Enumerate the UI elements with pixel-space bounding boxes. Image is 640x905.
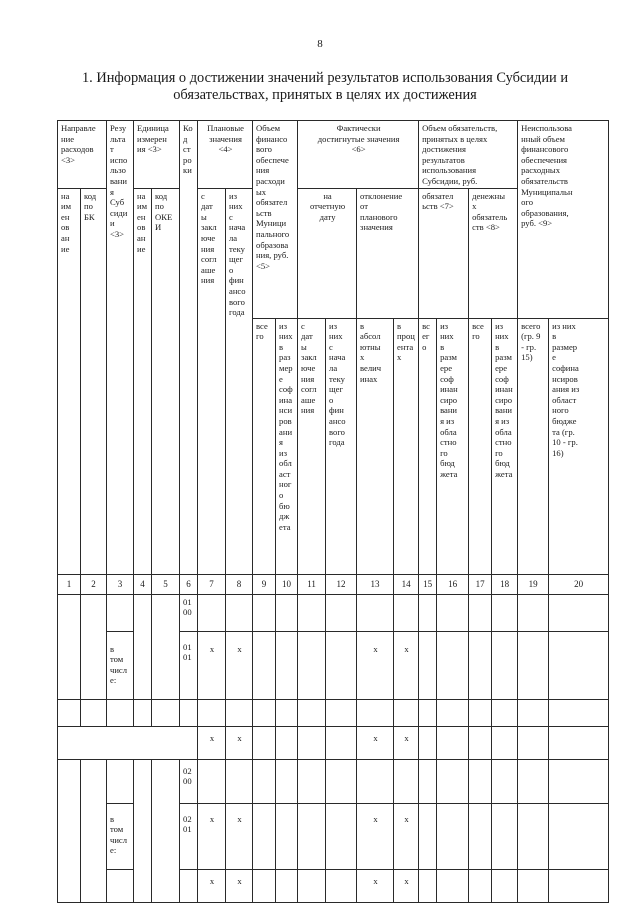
col-num: 11	[298, 574, 326, 594]
row-code-0100: 01 00	[180, 594, 198, 631]
incl-label: в том числ е:	[107, 803, 134, 869]
page-title	[60, 70, 590, 104]
col-num: 17	[469, 574, 492, 594]
table-row	[58, 699, 609, 726]
x-mark: x	[198, 726, 226, 759]
header-obligations: обязател ьств <7>	[419, 188, 469, 318]
col-num: 8	[226, 574, 253, 594]
header-direction: Направле ние расходов <3>	[58, 121, 107, 189]
x-mark: x	[357, 631, 394, 699]
header-unit-code: код по ОКЕ И	[152, 188, 180, 574]
column-number-row	[58, 574, 609, 594]
header-unit-name: на им ен ов ан ие	[134, 188, 152, 574]
header-finance-total: все го	[253, 318, 276, 574]
title-line-1: 1. Информация о достижении значений результатов использования Субсидии и	[81, 70, 569, 86]
col-num: 13	[357, 574, 394, 594]
report-table	[57, 120, 609, 903]
col-num: 14	[394, 574, 419, 594]
header-unused-region: из них в размер е софина нсиров ания из област ного бюдже та (гр. 10 - гр. 16)	[549, 318, 609, 574]
x-mark: x	[226, 869, 253, 902]
header-money-total: все го	[469, 318, 492, 574]
col-num: 9	[253, 574, 276, 594]
header-row-code: Ко д ст ро ки	[180, 121, 198, 575]
header-planned-from-agreement: с дат ы закл юче ния согл аше ния	[198, 188, 226, 574]
col-num: 5	[152, 574, 180, 594]
header-deviation-pct: в проц ента х	[394, 318, 419, 574]
header-unused-total: всего (гр. 9 - гр. 15)	[518, 318, 549, 574]
incl-label: в том числ е:	[107, 631, 134, 699]
row-code-0101: 01 01	[180, 631, 198, 699]
x-mark: x	[198, 631, 226, 699]
header-finance-volume: Объем финансо вого обеспече ния расходи ых обязател ьств Муници пального образова ния, руб. <5>	[253, 121, 298, 319]
col-num: 12	[326, 574, 357, 594]
col-num: 20	[549, 574, 609, 594]
header-actual-from-agreement: с дат ы закл юче ния согл аше ния	[298, 318, 326, 574]
header-money-region: из них в разм ере соф инан сиро вани я из обла стно го бюд жета	[492, 318, 518, 574]
x-mark: x	[357, 726, 394, 759]
x-mark: x	[226, 726, 253, 759]
header-obligations-volume: Объем обязательств, принятых в целях достижения результатов использования Субсидии, руб.	[419, 121, 518, 189]
page-number: 8	[317, 38, 323, 50]
col-num: 15	[419, 574, 437, 594]
x-mark: x	[226, 631, 253, 699]
header-deviation-abs: в абсол ютны х велич инах	[357, 318, 394, 574]
col-num: 4	[134, 574, 152, 594]
col-num: 3	[107, 574, 134, 594]
row-code-0201: 02 01	[180, 803, 198, 869]
x-mark: x	[198, 803, 226, 869]
header-unused: Неиспользова нный объем финансового обеспечения расходных обязательств Муниципальн ого образования, руб. <9>	[518, 121, 609, 319]
header-actual-on-date: на отчетную дату	[298, 188, 357, 318]
header-money-obligations: денежны х обязатель ств <8>	[469, 188, 518, 318]
x-mark: x	[357, 869, 394, 902]
table-row	[58, 594, 609, 631]
header-obl-region: из них в разм ере соф инан сиро вани я из обла стно го бюд жета	[437, 318, 469, 574]
x-mark: x	[394, 726, 419, 759]
col-num: 2	[81, 574, 107, 594]
header-planned: Плановые значения <4>	[198, 121, 253, 189]
header-deviation: отклонение от планового значения	[357, 188, 419, 318]
x-mark: x	[198, 869, 226, 902]
x-mark: x	[357, 803, 394, 869]
header-actual: Фактически достигнутые значения <6>	[298, 121, 419, 189]
table-row	[58, 759, 609, 803]
header-direction-name: на им ен ов ан ие	[58, 188, 81, 574]
x-mark: x	[394, 869, 419, 902]
title-line-2: обязательствах, принятых в целях их достижения	[173, 87, 477, 103]
x-mark: x	[226, 803, 253, 869]
col-num: 7	[198, 574, 226, 594]
col-num: 19	[518, 574, 549, 594]
col-num: 16	[437, 574, 469, 594]
header-result: Резу льта т испо льзо вани я Суб сиди и <3>	[107, 121, 134, 575]
col-num: 18	[492, 574, 518, 594]
table-row	[58, 726, 609, 759]
header-obl-total: вс ег о	[419, 318, 437, 574]
header-finance-region: из них в раз мер е соф ина нси ров ани я из обл аст ног о бю дж ета	[276, 318, 298, 574]
x-mark: x	[394, 631, 419, 699]
header-code-bk: код по БК	[81, 188, 107, 574]
row-code-0200: 02 00	[180, 759, 198, 803]
col-num: 10	[276, 574, 298, 594]
header-planned-from-year: из них с нача ла теку щег о фин ансо вого года	[226, 188, 253, 574]
col-num: 1	[58, 574, 81, 594]
header-actual-from-year: из них с нача ла теку щег о фин ансо вого года	[326, 318, 357, 574]
header-unit: Единица измерен ия <3>	[134, 121, 180, 189]
x-mark: x	[394, 803, 419, 869]
col-num: 6	[180, 574, 198, 594]
